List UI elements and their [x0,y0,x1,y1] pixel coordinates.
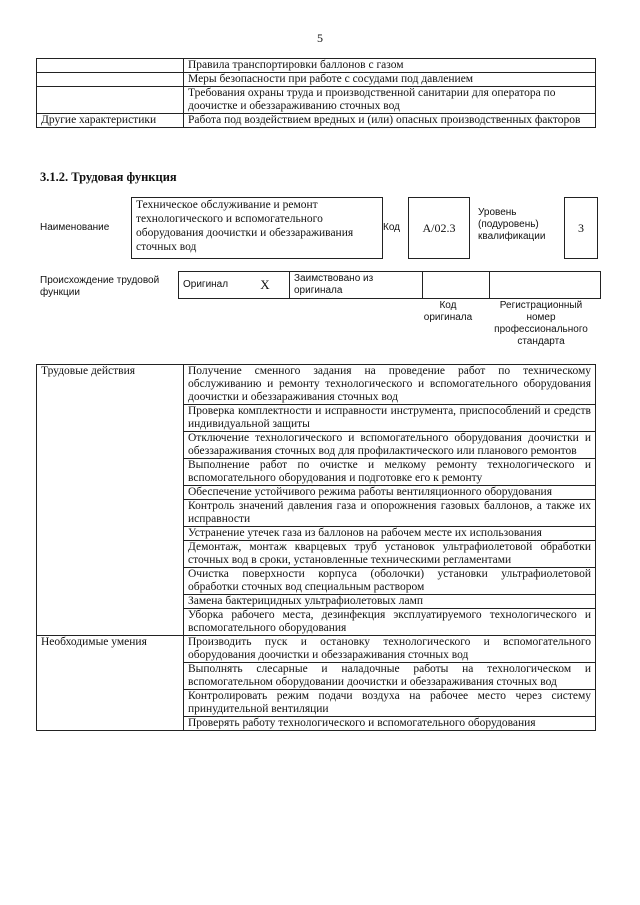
continuation-table [36,58,596,128]
table-row [37,636,596,663]
function-details-table [36,364,596,731]
row-text: Требования охраны труда и производственной санитарии для оператора по доочистке и обеззараживанию сточных вод [184,87,596,114]
name-label: Наименование [40,222,110,233]
list-item: Контроль значений давления газа и опорожнения газовых баллонов, а также их исправности [184,500,596,527]
section-title: 3.1.2. Трудовая функция [40,170,177,184]
list-item: Проверка комплектности и исправности инструмента, приспособлений и средств индивидуальной защиты [184,405,596,432]
function-name-value: Техническое обслуживание и ремонт технологического и вспомогательного оборудования доочистки и обеззараживания сточных вод [131,197,383,259]
list-item: Получение сменного задания на проведение работ по техническому обслуживанию и ремонту технологического и вспомогательного оборудования доочистки и обеззараживания сточных вод [184,365,596,405]
list-item: Демонтаж, монтаж кварцевых труб установок ультрафиолетовой обработки сточных вод в сроки, установленные техническими регламентами [184,541,596,568]
list-item: Контролировать режим подачи воздуха на рабочее место через систему принудительной вентиляции [184,690,596,717]
table-row [37,73,596,87]
original-mark: X [241,272,290,299]
code-value: А/02.3 [408,197,470,259]
list-item: Замена бактерицидных ультрафиолетовых ламп [184,595,596,609]
group-label: Трудовые действия [37,365,184,636]
list-item: Производить пуск и остановку технологического и вспомогательного оборудования доочистки и обеззараживания сточных вод [184,636,596,663]
list-item: Уборка рабочего места, дезинфекция эксплуатируемого технологического и вспомогательного оборудования [184,609,596,636]
caption-registration-number: Регистрационный номер профессионального стандарта [494,300,588,347]
row-text: Меры безопасности при работе с сосудами под давлением [184,73,596,87]
list-item: Обеспечение устойчивого режима работы вентиляционного оборудования [184,486,596,500]
list-item: Выполнение работ по очистке и мелкому ремонту технологического и вспомогательного оборудования и подготовке его к ремонту [184,459,596,486]
origin-table [178,271,601,299]
group-label: Необходимые умения [37,636,184,731]
row-text: Правила транспортировки баллонов с газом [184,59,596,73]
row-label [37,87,184,114]
table-row [37,87,596,114]
borrowed-label: Заимствовано из оригинала [290,272,423,299]
original-label: Оригинал [179,272,242,299]
table-row [37,59,596,73]
level-label: Уровень (подуровень) квалификации [478,207,546,242]
page-number: 5 [317,31,323,45]
registration-number-cell [490,272,601,299]
original-code-cell [423,272,490,299]
list-item: Проверять работу технологического и вспомогательного оборудования [184,717,596,731]
list-item: Отключение технологического и вспомогательного оборудования доочистки и обеззараживания сточных вод для профилактического или планового ремонтов [184,432,596,459]
row-label [37,59,184,73]
list-item: Выполнять слесарные и наладочные работы на технологическом и вспомогательном оборудовании доочистки и обеззараживания сточных вод [184,663,596,690]
caption-original-code: Код оригинала [423,300,473,323]
list-item: Очистка поверхности корпуса (оболочки) установки ультрафиолетовой обработки сточных вод специальным раствором [184,568,596,595]
row-label: Другие характеристики [37,114,184,128]
row-label [37,73,184,87]
code-label: Код [383,222,401,233]
list-item: Устранение утечек газа из баллонов на рабочем месте их использования [184,527,596,541]
origin-label: Происхождение трудовой функции [40,275,160,298]
row-text: Работа под воздействием вредных и (или) опасных производственных факторов [184,114,596,128]
level-value: 3 [564,197,598,259]
table-row [37,114,596,128]
table-row [37,365,596,405]
